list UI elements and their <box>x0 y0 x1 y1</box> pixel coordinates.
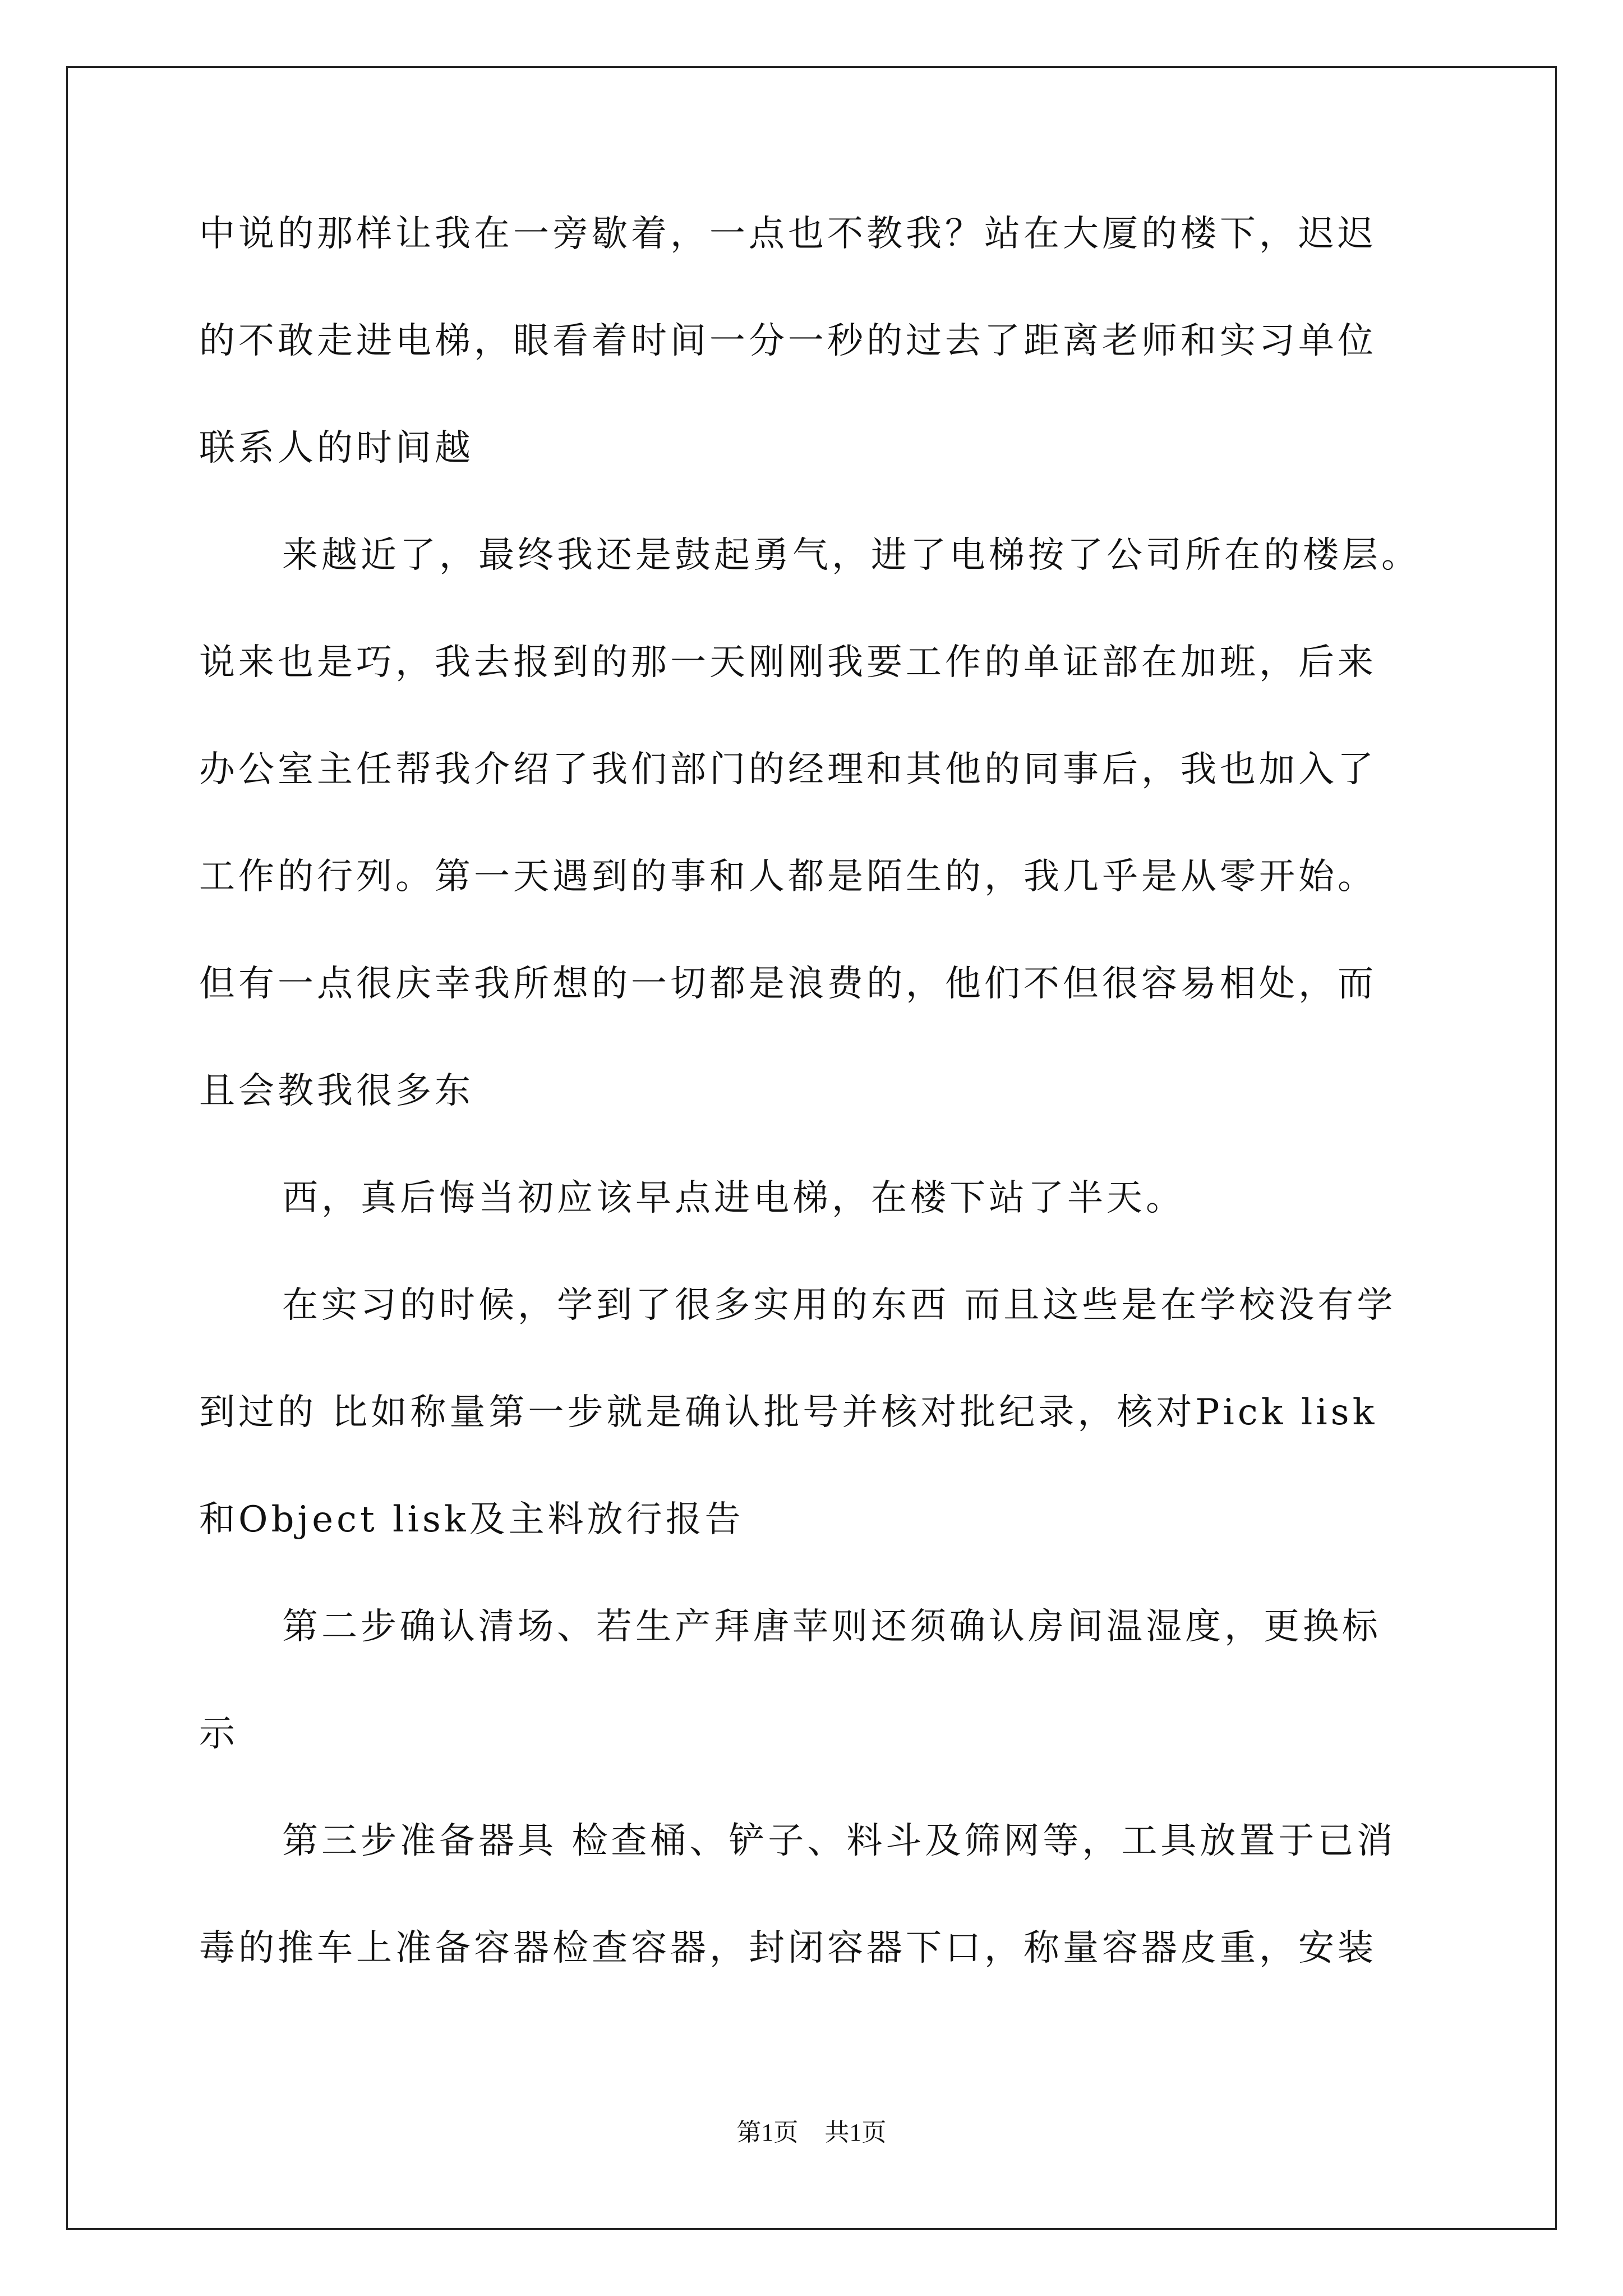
text-line: 工作的行列。第一天遇到的事和人都是陌生的，我几乎是从零开始。 <box>199 856 1377 898</box>
text-line: 的不敢走进电梯，眼看着时间一分一秒的过去了距离老师和实习单位 <box>199 320 1377 362</box>
text-line: 毒的推车上准备容器检查容器，封闭容器下口，称量容器皮重，安装 <box>199 1927 1377 1969</box>
text-line: 且会教我很多东 <box>199 1070 474 1112</box>
page-total: 共1页 <box>824 2119 887 2146</box>
document-body <box>199 213 1433 2037</box>
text-line: 来越近了，最终我还是鼓起勇气，进了电梯按了公司所在的楼层。 <box>282 535 1421 576</box>
text-line: 第三步准备器具 检查桶、铲子、料斗及筛网等，工具放置于已消 <box>282 1820 1396 1862</box>
page-number: 第1页 <box>736 2119 799 2146</box>
text-line: 示 <box>199 1713 238 1755</box>
text-line: 到过的 比如称量第一步就是确认批号并核对批纪录，核对Pick lisk <box>199 1392 1378 1433</box>
text-line: 但有一点很庆幸我所想的一切都是浪费的，他们不但很容易相处，而 <box>199 963 1377 1005</box>
text-line: 中说的那样让我在一旁歇着，一点也不教我？站在大厦的楼下，迟迟 <box>199 213 1377 255</box>
text-line: 在实习的时候，学到了很多实用的东西 而且这些是在学校没有学 <box>282 1285 1396 1326</box>
text-line: 说来也是巧，我去报到的那一天刚刚我要工作的单证部在加班，后来 <box>199 642 1377 683</box>
text-line: 第二步确认清场、若生产拜唐苹则还须确认房间温湿度，更换标 <box>282 1606 1381 1648</box>
text-line: 联系人的时间越 <box>199 427 474 469</box>
text-line: 西，真后悔当初应该早点进电梯，在楼下站了半天。 <box>282 1177 1185 1219</box>
text-line: 和Object lisk及主料放行报告 <box>199 1499 744 1540</box>
page-footer <box>0 2120 1623 2145</box>
text-line: 办公室主任帮我介绍了我们部门的经理和其他的同事后，我也加入了 <box>199 749 1377 790</box>
